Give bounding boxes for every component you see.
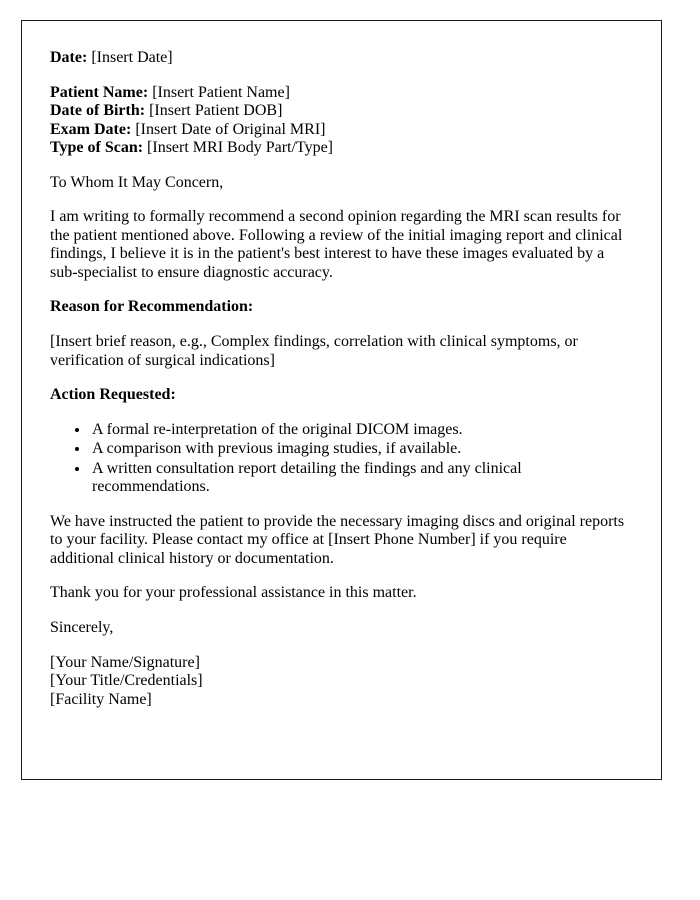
patient-info-block	[50, 84, 634, 158]
date-field	[50, 49, 634, 68]
reason-heading	[50, 298, 634, 317]
exam-date-value: [Insert Date of Original MRI]	[135, 120, 326, 138]
letter-template	[21, 20, 662, 780]
reason-placeholder: [Insert brief reason, e.g., Complex findings, correlation with clinical symptoms, or verification of surgical indications]	[50, 333, 578, 369]
action-heading-text: Action Requested:	[50, 386, 176, 404]
date-value: [Insert Date]	[91, 49, 173, 66]
reason-heading-text: Reason for Recommendation:	[50, 298, 254, 316]
exam-date-label: Exam Date:	[50, 120, 132, 138]
logistics-paragraph: We have instructed the patient to provide the necessary imaging discs and original reports to your facility. Please contact my office at [Insert Phone Number] if you require additional clinical history or documentation.	[50, 512, 625, 567]
action-list	[50, 421, 634, 497]
list-item: • A comparison with previous imaging studies, if available.	[90, 440, 634, 459]
salutation: To Whom It May Concern,	[50, 173, 224, 191]
list-item: • A written consultation report detailing the findings and any clinical recommendations.	[90, 460, 634, 497]
patient-name-value: [Insert Patient Name]	[152, 83, 290, 101]
scan-type-value: [Insert MRI Body Part/Type]	[147, 139, 334, 157]
signature-block	[50, 654, 634, 710]
action-heading	[50, 386, 634, 405]
patient-name-label: Patient Name:	[50, 83, 149, 101]
thanks-paragraph: Thank you for your professional assistance in this matter.	[50, 584, 417, 602]
dob-value: [Insert Patient DOB]	[149, 102, 283, 120]
signature-facility-line: [Facility Name]	[50, 690, 152, 708]
signature-name-line: [Your Name/Signature]	[50, 653, 200, 671]
dob-label: Date of Birth:	[50, 102, 146, 120]
scan-type-label: Type of Scan:	[50, 139, 144, 157]
date-label: Date:	[50, 49, 88, 66]
list-item: • A formal re-interpretation of the original DICOM images.	[90, 421, 634, 440]
signature-title-line: [Your Title/Credentials]	[50, 672, 203, 690]
intro-paragraph: I am writing to formally recommend a second opinion regarding the MRI scan results for the patient mentioned above. Following a review of the initial imaging report and clinical findings, I believe it is in the patient's best interest to have these images evaluated by a sub-specialist to ensure diagnostic accuracy.	[50, 208, 623, 281]
closing: Sincerely,	[50, 619, 114, 637]
